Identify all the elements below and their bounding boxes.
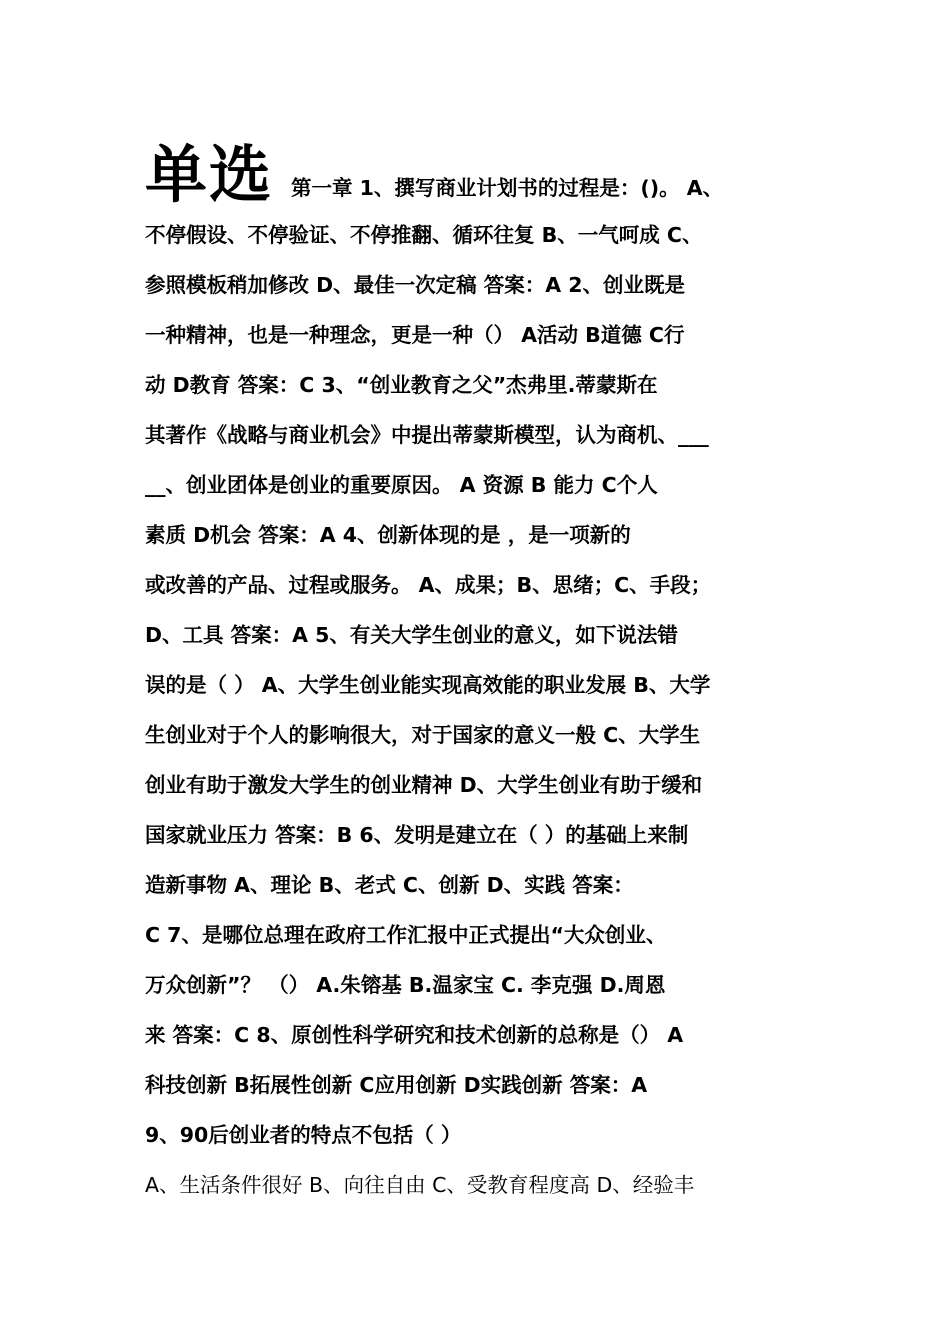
text-line: 不停假设、不停验证、不停推翻、循环往复 B、一气呵成 C、 <box>145 223 703 247</box>
title-row <box>145 140 817 210</box>
text-line: 参照模板稍加修改 D、最佳一次定稿 答案：A 2、创业既是 <box>145 273 686 297</box>
text-line: C 7、是哪位总理在政府工作汇报中正式提出“大众创业、 <box>145 923 667 947</box>
text-line: __、创业团体是创业的重要原因。 A 资源 B 能力 C个人 <box>145 473 658 497</box>
text-line: 造新事物 A、理论 B、老式 C、创新 D、实践 答案： <box>145 873 634 897</box>
text-line: D、工具 答案：A 5、有关大学生创业的意义，如下说法错 <box>145 623 678 647</box>
text-line: 万众创新”？ （） A.朱镕基 B.温家宝 C. 李克强 D.周恩 <box>145 973 666 997</box>
text-line: 一种精神，也是一种理念，更是一种（） A活动 B道德 C行 <box>145 323 685 347</box>
text-line: 误的是（ ） A、大学生创业能实现高效能的职业发展 B、大学 <box>145 673 711 697</box>
text-line: 国家就业压力 答案：B 6、发明是建立在（ ）的基础上来制 <box>145 823 689 847</box>
text-line: 或改善的产品、过程或服务。 A、成果；B、思绪；C、手段； <box>145 573 712 597</box>
text-line: 素质 D机会 答案：A 4、创新体现的是 ，是一项新的 <box>145 523 631 547</box>
question-text-block <box>145 140 817 1210</box>
text-line: 动 D教育 答案：C 3、“创业教育之父”杰弗里.蒂蒙斯在 <box>145 373 658 397</box>
text-line: 9、90后创业者的特点不包括（ ） <box>145 1123 462 1147</box>
text-line: 第一章 1、撰写商业计划书的过程是：()。 A、 <box>291 176 724 200</box>
text-line: A、生活条件很好 B、向往自由 C、受教育程度高 D、经验丰 <box>145 1173 695 1197</box>
section-title: 单选 <box>145 138 274 211</box>
text-line: 生创业对于个人的影响很大，对于国家的意义一般 C、大学生 <box>145 723 701 747</box>
text-line: 来 答案：C 8、原创性科学研究和技术创新的总称是（） A <box>145 1023 684 1047</box>
text-line: 创业有助于激发大学生的创业精神 D、大学生创业有助于缓和 <box>145 773 703 797</box>
text-line: 其著作《战略与商业机会》中提出蒂蒙斯模型，认为商机、___ <box>145 423 709 447</box>
text-line: 科技创新 B拓展性创新 C应用创新 D实践创新 答案：A <box>145 1073 648 1097</box>
